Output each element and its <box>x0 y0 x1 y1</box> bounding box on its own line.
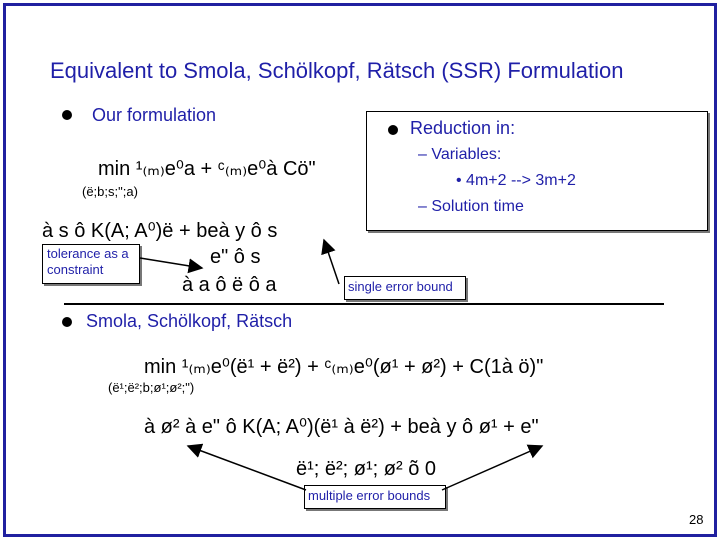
ssr-objective: min ¹₍ₘ₎e⁰(ë¹ + ë²) + ᶜ₍ₘ₎e⁰(ø¹ + ø²) + C(1à ö)" <box>144 356 544 378</box>
our-formulation-constraint-2: e" ô s <box>210 246 261 268</box>
ssr-constraint-2: ë¹; ë²; ø¹; ø² õ 0 <box>296 458 437 480</box>
our-formulation-label: Our formulation <box>92 105 217 125</box>
arrows-layer <box>6 6 717 537</box>
our-formulation-variables: (ë;b;s;";a) <box>82 184 138 199</box>
reduction-variable-count: • 4m+2 --> 3m+2 <box>456 172 576 189</box>
reduction-variables: – Variables: <box>418 146 502 163</box>
multiple-error-arrow-right <box>442 446 542 490</box>
single-error-arrow <box>324 240 339 284</box>
reduction-solution-time: – Solution time <box>418 198 524 215</box>
reduction-header: Reduction in: <box>410 118 516 138</box>
our-formulation-objective: min ¹₍ₘ₎e⁰a + ᶜ₍ₘ₎e⁰à Cö" <box>98 158 316 180</box>
ssr-constraint-1: à ø² à e" ô K(A; A⁰)(ë¹ à ë²) + beà y ô ø¹ + e" <box>144 416 539 438</box>
ssr-label: Smola, Schölkopf, Rätsch <box>86 311 293 331</box>
multiple-error-arrow-left <box>188 446 306 490</box>
tolerance-arrow <box>140 258 202 268</box>
page-number: 28 <box>689 512 704 527</box>
multiple-error-label: multiple error bounds <box>308 488 431 503</box>
ssr-variables: (ë¹;ë²;b;ø¹;ø²;") <box>108 380 195 395</box>
single-error-label: single error bound <box>348 279 453 294</box>
slide-title: Equivalent to Smola, Schölkopf, Rätsch (SSR) Formulation <box>50 58 624 83</box>
our-formulation-constraint-3: à a ô ë ô a <box>182 274 277 296</box>
our-formulation-constraint-1: à s ô K(A; A⁰)ë + beà y ô s <box>42 220 278 242</box>
slide <box>3 3 717 537</box>
tolerance-label: tolerance as a constraint <box>47 246 129 277</box>
